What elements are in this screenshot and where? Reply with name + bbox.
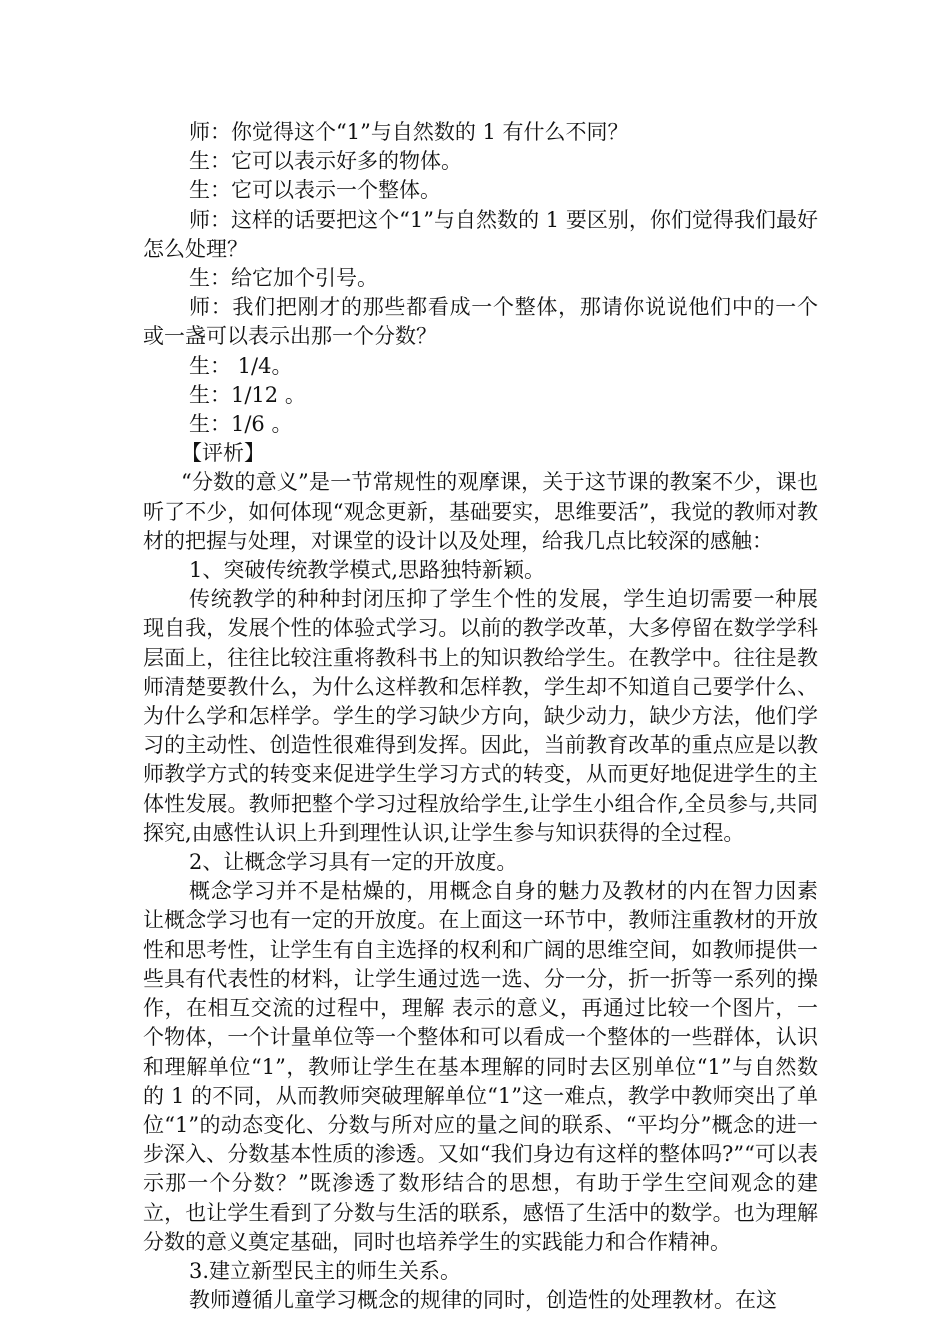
dialogue-teacher-question: 师：我们把刚才的那些都看成一个整体，那请你说说他们中的一个或一盏可以表示出那一个分数？ (143, 295, 818, 349)
dialogue-student-answer: 生：1/12 。 (189, 382, 306, 407)
section-heading-review: 【评析】 (181, 441, 265, 466)
numbered-heading: 3.建立新型民主的师生关系。 (189, 1258, 462, 1283)
body-paragraph: 传统教学的种种封闭压抑了学生个性的发展，学生迫切需要一种展现自我，发展个性的体验式学习。以前的教学改革，大多停留在数学学科层面上，往往比较注重将教科书上的知识教给学生。在教学中。往往是教师清楚要教什么，为什么这样教和怎样教，学生却不知道自己要学什么、为什么学和怎样学。学生的学习缺少方向，缺少动力，缺少方法，他们学习的主动性、创造性很难得到发挥。因此，当前教育改革的重点应是以教师教学方式的转变来促进学生学习方式的转变，从而更好地促进学生的主体性发展。教师把整个学习过程放给学生,让学生小组合作,全员参与,共同探究,由感性认识上升到理性认识,让学生参与知识获得的全过程。 (143, 587, 818, 845)
dialogue-teacher-question: 师：你觉得这个“1”与自然数的 1 有什么不同？ (189, 120, 629, 144)
dialogue-student-answer: 生：它可以表示好多的物体。 (189, 149, 462, 174)
numbered-heading: 1、突破传统教学模式,思路独特新颖。 (189, 558, 546, 583)
numbered-heading: 2、让概念学习具有一定的开放度。 (189, 850, 518, 875)
dialogue-student-answer: 生：1/6 。 (189, 412, 293, 437)
dialogue-student-answer: 生： 1/4。 (189, 353, 293, 378)
body-paragraph: “分数的意义”是一节常规性的观摩课，关于这节课的教案不少，课也听了不少，如何体现“观念更新，基础要实，思维要活”，我觉的教师对教材的把握与处理，对课堂的设计以及处理，给我几点比较深的感触： (143, 470, 818, 553)
body-paragraph: 教师遵循儿童学习概念的规律的同时，创造性的处理教材。在这 (189, 1288, 777, 1313)
body-paragraph: 概念学习并不是枯燥的，用概念自身的魅力及教材的内在智力因素让概念学习也有一定的开放度。在上面这一环节中，教师注重教材的开放性和思考性，让学生有自主选择的权利和广阔的思维空间，如教师提供一些具有代表性的材料，让学生通过选一选、分一分，折一折等一系列的操作，在相互交流的过程中，理解 表示的意义，再通过比较一个图片，一个物体，一个计量单位等一个整体和可以看成一个整体的一些群体，认识和理解单位“1”，教师让学生在基本理解的同时去区别单位“1”与自然数的 1 的不同，从而教师突破理解单位“1”这一难点，教学中教师突出了单位“1”的动态变化、分数与所对应的量之间的联系、“平均分”概念的进一步深入、分数基本性质的渗透。又如“我们身边有这样的整体吗?”“可以表示那一个分数？”既渗透了数形结合的思想，有助于学生空间观念的建立，也让学生看到了分数与生活的联系，感悟了生活中的数学。也为理解分数的意义奠定基础，同时也培养学生的实践能力和合作精神。 (143, 879, 818, 1254)
dialogue-teacher-question: 师：这样的话要把这个“1”与自然数的 1 要区别，你们觉得我们最好怎么处理？ (143, 207, 818, 261)
dialogue-student-answer: 生：给它加个引号。 (189, 266, 378, 291)
dialogue-student-answer: 生：它可以表示一个整体。 (189, 178, 441, 203)
document-page (143, 118, 818, 1315)
